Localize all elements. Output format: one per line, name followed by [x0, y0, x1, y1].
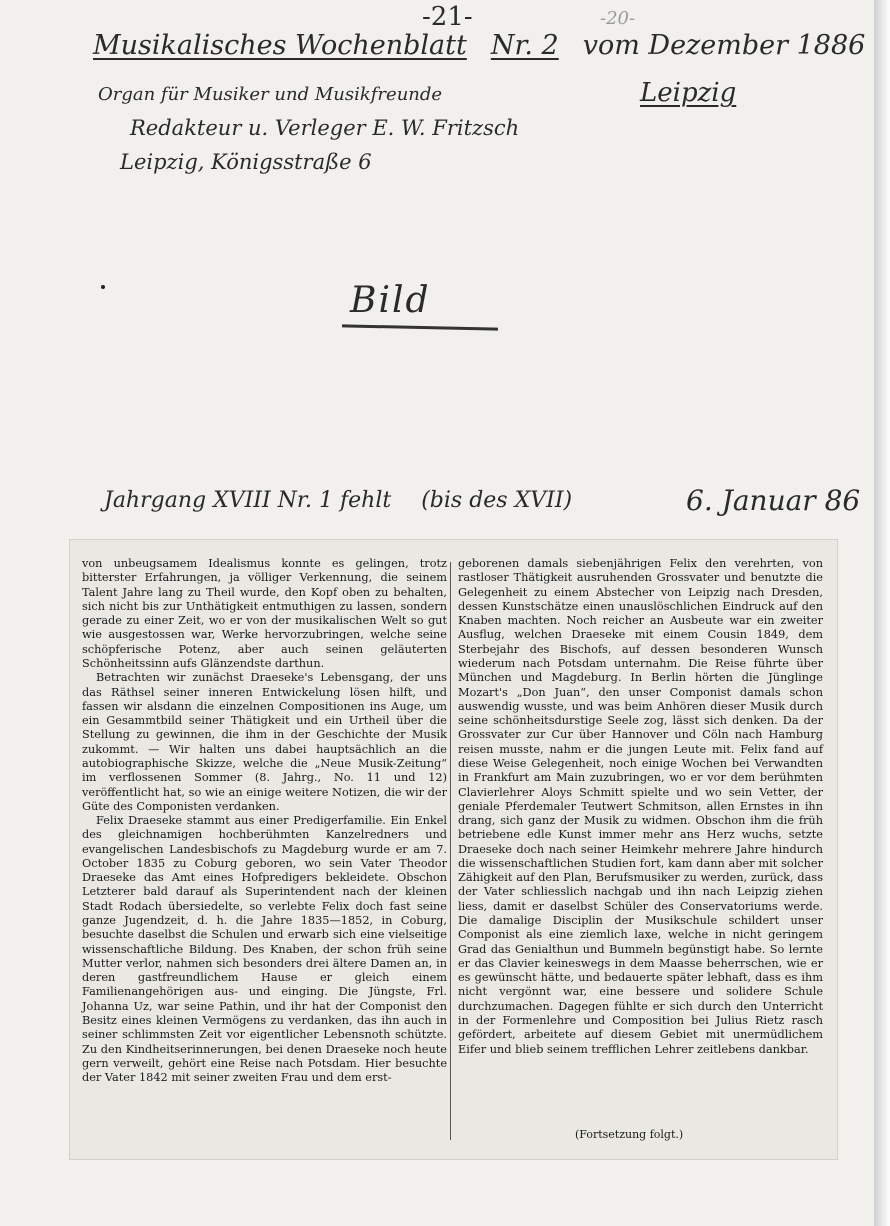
article-right-column — [458, 557, 823, 1057]
volume-aside: (bis des XVII) — [421, 488, 573, 513]
issue-number: Nr. 2 — [490, 30, 559, 61]
journal-name: Musikalisches Wochenblatt — [93, 30, 467, 61]
editor-line: Redakteur u. Verleger E. W. Fritzsch — [130, 116, 520, 140]
ink-dot — [101, 285, 105, 289]
page-number: -21- — [422, 2, 473, 32]
volume-date: 6. Januar 86 — [686, 484, 861, 517]
article-left-column — [82, 557, 447, 1085]
page-edge — [874, 0, 890, 1226]
volume-note: Jahrgang XVIII Nr. 1 fehlt — [104, 488, 392, 513]
image-note: Bild — [350, 280, 431, 321]
volume-note-line — [104, 488, 572, 513]
continuation-note: (Fortsetzung folgt.) — [575, 1128, 684, 1141]
organ-subtitle: Organ für Musiker und Musikfreunde — [98, 84, 443, 105]
paragraph: Felix Draeseke stammt aus einer Predigerfamilie. Ein Enkel des gleichnamigen hochberühmten Kanzelredners und evangelischen Landesbischofs zu Magdeburg wurde er am 7. October 1835 zu Coburg geboren, wo sein Vater Theodor Draeseke das Amt eines Hofpredigers bekleidete. Obschon Letzterer bald darauf als Superintendent nach der kleinen Stadt Rodach übersiedelte, so verlebte Felix doch fast seine ganze Jugendzeit, d. h. die Jahre 1835—1852, in Coburg, besuchte daselbst die Schulen und erwarb sich eine vielseitige wissenschaftliche Bildung. Des Knaben, der schon früh seine Mutter verlor, nahmen sich besonders drei ältere Damen an, in deren gastfreundlichem Hause er gleich einem Familienangehörigen aus- und einging. Die Jüngste, Frl. Johanna Uz, war seine Pathin, und ihr hat der Componist den Besitz eines kleinen Vermögens zu verdanken, das ihn auch in seiner schlimmsten Zeit vor eigentlicher Lebensnoth schützte. Zu den Kindheitserinnerungen, bei denen Draeseke noch heute gern verweilt, gehört eine Reise nach Potsdam. Hier besuchte der Vater 1842 mit seiner zweiten Frau und dem erst- — [82, 814, 447, 1085]
paragraph: Betrachten wir zunächst Draeseke's Lebensgang, der uns das Räthsel seiner inneren Entwickelung lösen hilft, und fassen wir alsdann die einzelnen Compositionen ins Auge, um ein Gesammtbild seiner Thätigkeit und ein Urtheil über die Stellung zu gewinnen, die ihm in der Geschichte der Musik zukommt. — Wir halten uns dabei hauptsächlich an die autobiographische Skizze, welche die „Neue Musik-Zeitung“ im verflossenen Sommer (8. Jahrg., No. 11 und 12) veröffentlicht hat, so wie an einige weitere Notizen, die wir der Güte des Componisten verdanken. — [82, 671, 447, 813]
issue-date: vom Dezember 1886 — [582, 30, 866, 61]
handwritten-title-line — [93, 30, 865, 61]
address-line: Leipzig, Königsstraße 6 — [120, 150, 372, 174]
old-page-number: -20- — [600, 8, 636, 29]
place: Leipzig — [640, 78, 737, 108]
column-divider — [450, 562, 451, 1140]
newspaper-clipping — [70, 540, 837, 1159]
paragraph: von unbeugsamem Idealismus konnte es gelingen, trotz bitterster Erfahrungen, ja völliger Verkennung, die seinem Talent Jahre lang zu Theil wurde, den Kopf oben zu behalten, sich nicht bis zur Unthätigkeit entmuthigen zu lassen, sondern gerade zu einer Zeit, wo er von der musikalischen Welt so gut wie ausgestossen war, Werke hervorzubringen, welche seine schöpferische Potenz, aber auch seinen geläuterten Schönheitssinn aufs Glänzendste darthun. — [82, 557, 447, 670]
paragraph: geborenen damals siebenjährigen Felix den verehrten, von rastloser Thätigkeit ausruhenden Grossvater und benutzte die Gelegenheit zu einem Abstecher von Leipzig nach Dresden, dessen Kunstschätze einen unauslöschlichen Eindruck auf den Knaben machten. Noch reicher an Ausbeute war ein zweiter Ausflug, welchen Draeseke mit einem Cousin 1849, dem Sterbejahr des Bischofs, auf dessen besonderen Wunsch wiederum nach Potsdam unternahm. Die Reise führte über München und Magdeburg. In Berlin hörten die Jünglinge Mozart's „Don Juan“, den unser Componist damals schon auswendig wusste, und was beim Anhören dieser Musik durch seine schönheitsdurstige Seele zog, lässt sich denken. Da der Grossvater zur Cur über Hannover und Cöln nach Hamburg reisen musste, nahm er die jungen Leute mit. Felix fand auf diese Weise Gelegenheit, noch einige Wochen bei Verwandten in Frankfurt am Main zuzubringen, wo er vor dem berühmten Clavierlehrer Aloys Schmitt spielte und wo sein Vetter, der geniale Pferdemaler Teutwert Schmitson, allen Ernstes in ihn drang, sich ganz der Musik zu widmen. Obschon ihm die früh betriebene edle Kunst immer mehr ans Herz wuchs, setzte Draeseke doch nach seiner Heimkehr mehrere Jahre hindurch die wissenschaftlichen Studien fort, kam dann aber mit solcher Zähigkeit auf den Plan, Berufsmusiker zu werden, zurück, dass der Vater schliesslich nachgab und ihn nach Leipzig ziehen liess, damit er daselbst Schüler des Conservatoriums werde. Die damalige Disciplin der Musikschule schildert unser Componist als eine ziemlich laxe, welche in nicht geringem Grad das Genialthun und Bummeln begünstigt habe. So lernte er das Clavier keineswegs in dem Maasse beherrschen, wie er es gewünscht hätte, und bedauerte später lebhaft, dass es ihm nicht vergönnt war, eine bessere und solidere Schule durchzumachen. Dagegen fühlte er sich durch den Unterricht in der Formenlehre und Composition bei Julius Rietz rasch gefördert, arbeitete auf diesem Gebiet mit unermüdlichem Eifer und blieb seinem trefflichen Lehrer zeitlebens dankbar. — [458, 557, 823, 1056]
